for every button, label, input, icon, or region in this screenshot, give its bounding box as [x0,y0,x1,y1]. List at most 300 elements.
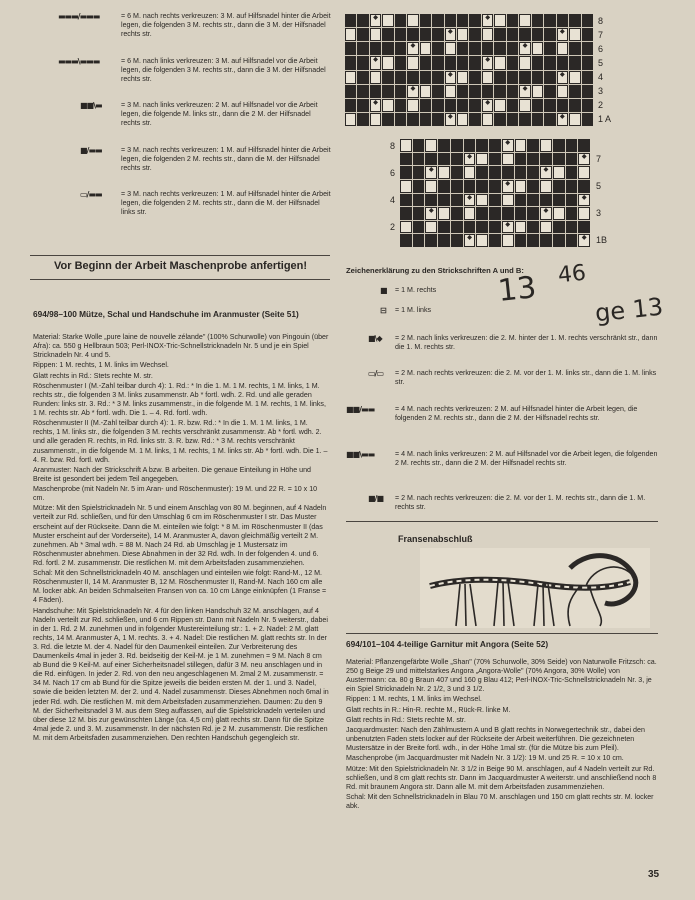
chart-cell [395,113,406,126]
chart-cell [582,56,593,69]
chart-cell [438,166,450,179]
note-6-right: = 6 M. nach rechts verkreuzen: 3 M. auf Hilfsnadel hinter die Arbeit legen, die folgenden 3 M. rechts str., dann die 3 M. der Hilfsnadel rechts str. [121,12,331,39]
chart-cell: ◆ [578,234,590,247]
chart-cell [464,180,476,193]
chart-cell: ◆ [445,113,456,126]
chart-cell [451,207,463,220]
row-number: 6 [598,44,604,54]
legend-symbol-2-right-purl: ▭/▭ [368,369,384,378]
row-number: 5 [596,181,602,191]
chart-cell: ◆ [557,71,568,84]
chart-cell [519,14,530,27]
chart-cell [544,42,555,55]
chart-cell [464,139,476,152]
fringe-title: Fransenabschluß [398,534,473,544]
chart-cell [578,207,590,220]
chart-cell [345,14,356,27]
chart-cell [515,153,527,166]
article-paragraph: Maschenprobe (mit Nadeln Nr. 5 im Aran- und Röschenmuster): 19 M. und 22 R. = 10 x 10 cm. [33,485,318,503]
chart-cell [557,85,568,98]
chart-cell [345,85,356,98]
article-paragraph: Schal: Mit den Schnellstricknadeln 40 M. anschlagen und einteilen wie folgt: Rand-M., 12 M. Röschenmuster II, 14 M. Aranmuster B, 12 M. Röschenmuster II, Rand-M. Nach 160 cm alle M. locker abk. An beiden Schmalseiten Fransen von ca. 10 cm Länge einknüpfen (1 Franse = 4 Fäden). [33,569,327,605]
chart-cell [569,99,580,112]
chart-cell [432,28,443,41]
row-number: 1B [596,235,608,245]
row-number: 8 [390,141,396,151]
note-3-left: = 3 M. nach links verkreuzen: 2 M. auf Hilfsnadel vor die Arbeit legen, die folgende M. links str., dann die 2 M. der Hilfsnadel rechts str. [121,101,318,128]
chart-cell [370,85,381,98]
chart-cell [413,153,425,166]
chart-cell: ◆ [502,139,514,152]
chart-cell [420,28,431,41]
chart-cell [553,166,565,179]
article-paragraph: Maschenprobe (im Jacquardmuster mit Nadeln Nr. 3 1/2): 19 M. und 25 R. = 10 x 10 cm. [346,754,624,763]
chart-cell: ◆ [445,71,456,84]
chart-cell [457,56,468,69]
chart-cell [515,166,527,179]
left-article-body [33,333,329,744]
chart-cell [553,234,565,247]
chart-cell: ◆ [407,42,418,55]
chart-cell [532,85,543,98]
chart-cell [395,14,406,27]
chart-cell [482,28,493,41]
row-number: 8 [598,16,604,26]
chart-cell [566,166,578,179]
chart-cell [482,85,493,98]
chart-cell [582,85,593,98]
chart-cell [494,85,505,98]
chart-cell [532,14,543,27]
chart-cell [544,71,555,84]
chart-cell [566,194,578,207]
chart-cell [395,71,406,84]
cable-symbol-3-right-a: ■/▬▬ [80,146,102,155]
chart-cell [469,28,480,41]
chart-cell [532,113,543,126]
chart-cell [557,42,568,55]
chart-cell [445,56,456,69]
chart-cell: ◆ [557,113,568,126]
row-number: 5 [598,58,604,68]
chart-cell [502,207,514,220]
chart-cell [382,14,393,27]
chart-cell [527,234,539,247]
chart-cell [407,113,418,126]
chart-cell [382,85,393,98]
chart-cell [438,139,450,152]
chart-cell [494,56,505,69]
chart-cell: ◆ [502,221,514,234]
article-paragraph: Glatt rechts in Rd.: Stets rechte M. str. [33,371,153,380]
chart-cell [527,194,539,207]
chart-cell [540,194,552,207]
row-number: 2 [598,100,604,110]
chart-cell [445,85,456,98]
chart-cell [469,99,480,112]
chart-cell [544,14,555,27]
chart-cell [494,99,505,112]
chart-cell [515,221,527,234]
chart-cell [569,42,580,55]
chart-cell [445,42,456,55]
chart-cell [469,71,480,84]
chart-cell [357,14,368,27]
chart-cell: ◆ [578,153,590,166]
knitting-chart-a [345,14,593,126]
row-number: 7 [596,154,602,164]
chart-cell [553,180,565,193]
chart-cell [400,194,412,207]
chart-cell [438,207,450,220]
cable-symbol-3-right-b: ▭/▬▬ [80,190,102,199]
chart-cell [557,14,568,27]
chart-cell [507,28,518,41]
legend-symbol-4-right: ■■/▬▬ [346,405,375,414]
chart-cell [438,194,450,207]
chart-cell [582,42,593,55]
chart-cell [582,28,593,41]
article-paragraph: Rippen: 1 M. rechts, 1 M. links im Wechsel. [346,695,482,704]
chart-cell [432,42,443,55]
chart-cell [370,42,381,55]
cable-symbol-6-left: ▬▬▬\▬▬▬ [58,57,100,66]
banner-rule-bottom [30,279,330,280]
chart-cell [345,113,356,126]
chart-cell [553,194,565,207]
chart-cell [345,42,356,55]
chart-cell: ◆ [407,85,418,98]
chart-cell [519,113,530,126]
chart-cell [532,71,543,84]
chart-cell [395,99,406,112]
chart-cell [489,207,501,220]
chart-cell [413,234,425,247]
chart-cell [482,113,493,126]
chart-cell [407,56,418,69]
chart-cell [507,85,518,98]
chart-cell [489,234,501,247]
chart-cell [425,234,437,247]
chart-cell [507,71,518,84]
chart-cell [451,139,463,152]
chart-cell [540,234,552,247]
knitting-chart-b [400,139,590,247]
article-paragraph: Röschenmuster I (M.-Zahl teilbar durch 4): 1. Rd.: * In die 1. M. 1 M. rechts, 1 M. links, 1 M. rechts str., die folgenden 3 M. links zusammenstr. Ab * fortl. wdh. 2. Rd. und alle geraden Runden: links str. 3. Rd.: * 3 M. links zusammenstr., in die folgende M. 1 M. rechts, 1 M. links, 1 M. rechts str. Ab * fortl. wdh. Die 1. – 4. Rd. fortl. wdh. [33,381,326,418]
chart-cell [515,139,527,152]
chart-cell [527,166,539,179]
legend-item-knit: = 1 M. rechts [395,286,437,294]
chart-cell [400,221,412,234]
chart-cell [578,139,590,152]
chart-cell [544,28,555,41]
chart-cell: ◆ [370,56,381,69]
chart-cell [464,166,476,179]
chart-cell: ◆ [445,28,456,41]
chart-cell [476,207,488,220]
fringe-rule [346,521,658,522]
chart-cell [578,180,590,193]
chart-cell [494,113,505,126]
chart-cell [420,99,431,112]
chart-cell [438,221,450,234]
right-article-rule [346,633,658,634]
article-paragraph: Glatt rechts in Rd.: Stets rechte M. str. [346,715,466,724]
chart-cell [357,56,368,69]
chart-cell [494,71,505,84]
chart-cell: ◆ [519,85,530,98]
banner-heading: Vor Beginn der Arbeit Maschenprobe anfertigen! [54,260,308,272]
chart-cell [489,194,501,207]
chart-cell [445,99,456,112]
legend-symbol-4-left: ■■\▬▬ [346,450,375,459]
chart-cell [578,166,590,179]
chart-cell [438,180,450,193]
chart-cell [527,207,539,220]
chart-cell [476,139,488,152]
chart-cell [519,56,530,69]
chart-cell [502,153,514,166]
chart-cell [566,234,578,247]
chart-cell [457,28,468,41]
chart-cell: ◆ [482,56,493,69]
chart-cell [413,166,425,179]
chart-cell [432,85,443,98]
chart-cell [451,180,463,193]
cable-symbol-6-right: ▬▬▬/▬▬▬ [58,12,100,21]
chart-cell [476,221,488,234]
chart-cell [357,71,368,84]
chart-cell [527,153,539,166]
chart-cell [407,99,418,112]
chart-cell [515,207,527,220]
chart-cell [476,153,488,166]
article-paragraph: Mütze: Mit den Spielstricknadeln Nr. 5 und einem Anschlag von 80 M. beginnen, auf 4 Nadeln verteilt zur Rd. schließen, und für den Umschlag 6 cm im Röschenmuster I str. Das Muster erscheint auf der Rückseite. Dann die M. einteilen wie folgt: * 8 M. im Röschenmuster II (das Muster erscheint auf der Vorderseite), 14 M. Aranmuster A, davon gleichmäßig verteilt 2 M. zunehmen. Ab * 3mal wdh. = 88 M. Nach 24 Rd. ab Umschlag je 1 Mustersatz im Röschenmuster abnehmen. Diese Abnahmen in der 32 Rd. wdh. In der folgenden 4. und 6. Rd. fortl. 2 M. zusammenstr. Die restlichen M. mit dem Arbeitsfaden zusammenziehen. [33,504,327,567]
chart-cell [469,42,480,55]
row-number: 1 A [598,114,612,124]
chart-cell [382,71,393,84]
article-paragraph: Material: Starke Wolle „pure laine de nouvelle zélande" (100% Schurwolle) von Pingouin (über Afra): ca. 550 g Hellbraun 503; Perl-INOX-Tric-Schnellstricknadeln Nr. 5 und je ein Spiel Stricknadeln Nr. 4 und 5. [33,333,329,360]
article-paragraph: Material: Pflanzengefärbte Wolle „Shan" (70% Schurwolle, 30% Seide) von Naturwolle Fritzsch: ca. 250 g Beige 29 und mittelstarkes Angora „Angora-Wolle" (70% Angora, 30% Wolle) von Austermann: ca. 80 g Braun 407 und 160 g Blau 412; Perl-INOX-Tric-Schnellstricknadeln Nr. 3, je ein Spiel Stricknadeln Nr. 2 1/2, 3 und 3 1/2. [346,658,657,694]
chart-cell [557,99,568,112]
handwritten-note-13: 13 [496,270,538,309]
chart-cell [540,221,552,234]
chart-cell [420,42,431,55]
chart-cell [345,28,356,41]
chart-cell: ◆ [370,99,381,112]
chart-cell [507,56,518,69]
chart-cell [582,99,593,112]
chart-cell [464,221,476,234]
chart-cell [425,194,437,207]
chart-cell [469,85,480,98]
banner-rule-top [30,255,330,256]
chart-cell: ◆ [425,207,437,220]
chart-cell [540,139,552,152]
chart-cell [582,71,593,84]
chart-cell [540,153,552,166]
chart-cell [519,71,530,84]
chart-cell [357,85,368,98]
legend-item-2-left: = 2 M. nach links verkreuzen: die 2. M. hinter der 1. M. rechts verschränkt str., dann die 1. M. rechts str. [395,334,658,352]
chart-cell [502,166,514,179]
chart-cell [357,113,368,126]
chart-cell [476,166,488,179]
article-paragraph: Handschuhe: Mit Spielstricknadeln Nr. 4 für den linken Handschuh 32 M. anschlagen, auf 4 Nadeln verteilt zur Rd. schließen, und 6 cm Rippen str. Dann mit Nadeln Nr. 5 weiterstr., dabei in der 1. Rd. 2 M. zunehmen und in folgender Mustereinteilung str.: 1. + 2. Nadel: 2 M. glatt rechts, 14 M. Aranmuster A, 1 M. rechts. 3. + 4. Nadel: Die restlichen M. glatt rechts str. In der 3. Rd. die letzte M. der 4. Nadel für den Daumenkeil einteilen. Zur Verbreiterung des Daumenkeils 4mal in jeder 3. Rd. beidseitig der Keil-M. je 1 M. zunehmen = 9 M. Nach 8 cm ab Bund die 9 Keil-M. auf einer Sicherheitsnadel stillegen, dafür 3 M. neu anschlagen und in die Rd. einfügen. In jeder 2. Rd. von den neu angeschlagenen M. 2mal 2 M. zusammenstr. = 34 M. Nach 17 cm ab Bund für die Spitze jeweils die beiden ersten M. der 1. und 3. Nadel, sowie die beiden letzten M. der 2. und 4. Nadel zusammenstr. Dieses Abnehmen noch 6mal in jeder Rd. wdh. Die restlichen M. mit dem Arbeitsfaden zusammenziehen. Daumen: Zu den 9 M. der Sicherheitsnadel 3 M. aus dem Steg auffassen, auf die Spielstricknadeln verteilen und über diese 12 M. bis zur gewünschten Länge (ca. 4,5 cm) glatt rechts str. Dann für die Spitze 4mal jede 2. und 3. M. zusammenstr. In der nächsten Rd. je 2 M. zusammenstr. Die restlichen M. mit dem Arbeitsfaden zusammenziehen. Den rechten Handschuh gegengleich str. [33,606,329,742]
chart-cell: ◆ [482,99,493,112]
chart-cell [566,153,578,166]
chart-cell [515,180,527,193]
chart-cell [395,85,406,98]
chart-cell [451,234,463,247]
chart-cell [569,113,580,126]
chart-cell [489,166,501,179]
note-6-left: = 6 M. nach links verkreuzen: 3 M. auf Hilfsnadel vor die Arbeit legen, die folgenden 3 M. rechts str., dann die 3 M. der Hilfsnadel rechts str. [121,57,326,84]
chart-cell: ◆ [425,166,437,179]
chart-cell [469,113,480,126]
chart-cell [494,14,505,27]
chart-cell [413,194,425,207]
chart-cell: ◆ [464,194,476,207]
chart-cell [553,221,565,234]
chart-cell [566,139,578,152]
chart-cell: ◆ [502,180,514,193]
chart-cell [357,42,368,55]
note-3-right-a: = 3 M. nach rechts verkreuzen: 1 M. auf Hilfsnadel hinter die Arbeit legen, die folgenden 2 M. rechts str., dann die M. der Hilfsnadel rechts str. [121,146,331,173]
chart-cell [469,14,480,27]
chart-cell: ◆ [464,153,476,166]
chart-cell [451,194,463,207]
chart-cell [420,56,431,69]
chart-cell [382,42,393,55]
chart-cell [413,139,425,152]
chart-cell [413,221,425,234]
legend-item-2-right-purl: = 2 M. nach rechts verkreuzen: die 2. M. vor der 1. M. links str., dann die 1. M. links str. [395,369,657,387]
chart-cell [476,194,488,207]
chart-cell: ◆ [557,28,568,41]
chart-cell [432,113,443,126]
chart-cell [407,28,418,41]
chart-cell [432,99,443,112]
legend-symbol-2-left: ■\◆ [368,334,382,343]
chart-cell [494,42,505,55]
chart-cell [476,234,488,247]
chart-cell [457,71,468,84]
chart-cell [438,153,450,166]
chart-cell [357,28,368,41]
article-paragraph: Aranmuster: Nach der Strickschrift A bzw. B arbeiten. Die genaue Einteilung in Höhe und Breite ist gesondert bei jedem Teil angegeben. [33,465,311,483]
chart-cell [489,180,501,193]
chart-cell [544,99,555,112]
chart-cell [451,153,463,166]
row-number: 3 [596,208,602,218]
chart-cell: ◆ [370,14,381,27]
chart-cell [482,42,493,55]
legend-symbol-purl: ⊟ [380,306,386,315]
chart-cell [407,14,418,27]
chart-cell [532,99,543,112]
chart-cell: ◆ [578,194,590,207]
chart-cell [489,221,501,234]
chart-cell [400,166,412,179]
chart-cell [515,194,527,207]
chart-cell [494,28,505,41]
chart-cell [557,56,568,69]
chart-cell [544,113,555,126]
chart-cell [566,207,578,220]
chart-cell [502,234,514,247]
chart-cell [420,71,431,84]
chart-cell [569,71,580,84]
legend-item-purl: = 1 M. links [395,306,432,314]
chart-cell [413,207,425,220]
chart-cell [569,28,580,41]
chart-cell [515,234,527,247]
legend-symbol-knit: ■ [380,286,387,295]
chart-cell [457,113,468,126]
chart-cell [519,99,530,112]
chart-cell [553,139,565,152]
chart-cell [370,113,381,126]
chart-cell [469,56,480,69]
chart-cell [395,28,406,41]
chart-cell [464,207,476,220]
fringe-illustration [420,548,650,628]
row-number: 3 [598,86,604,96]
chart-cell [532,28,543,41]
chart-cell [457,85,468,98]
legend-item-4-right: = 4 M. nach rechts verkreuzen: 2 M. auf Hilfsnadel hinter die Arbeit legen, die folgenden 2 M. rechts str., dann die 2 M. der Hilfsnadel rechts str. [395,405,638,423]
chart-cell: ◆ [482,14,493,27]
chart-cell [382,99,393,112]
chart-cell [451,166,463,179]
chart-cell [532,56,543,69]
chart-cell [457,14,468,27]
chart-cell [413,180,425,193]
article-paragraph: Röschenmuster II (M.-Zahl teilbar durch 4): 1. R. bzw. Rd.: * In die 1. M. 1 M. links, 1 M. rechts, 1 M. links str., die folgenden 3 M. rechts verschränkt zusammenstr. Ab * fortl. wdh. 2. und alle geraden R. rechts, in Rd. links str. 3. R. bzw. Rd.: * 3 M. rechts verschränkt zusammenstr., in die folgende M. 1 M. links, 1 M. rechts, 1 M. links str. Ab * fortl. wdh. Die 1. – 4. R. bzw. Rd. fortl. wdh. [33,419,328,464]
chart-cell [425,139,437,152]
chart-cell [395,42,406,55]
chart-cell [569,14,580,27]
chart-cell [457,42,468,55]
chart-cell [507,14,518,27]
page-number: 35 [648,869,660,880]
chart-cell [432,56,443,69]
chart-cell [382,56,393,69]
chart-cell [553,207,565,220]
chart-cell [400,153,412,166]
chart-cell [527,221,539,234]
chart-cell [420,14,431,27]
chart-cell [400,180,412,193]
note-3-right-b: = 3 M. nach rechts verkreuzen: 1 M. auf Hilfsnadel hinter die Arbeit legen, die folgenden 2 M. rechts str., dann die M. der Hilfsnadel links str. [121,190,331,217]
article-paragraph: Schal: Mit den Schnellstricknadeln in Blau 70 M. anschlagen und 150 cm glatt rechts str. M. locker abk. [346,792,654,811]
article-paragraph: Jacquardmuster: Nach den Zählmustern A und B glatt rechts in Norwegertechnik str., dabei den unbenutzten Faden stets locker auf der Rückseite der Arbeit weiterführen. Die gezeichneten Mustersätze in der Breite fortl. wdh., in der Höhe 1mal str. (für die Mütze bis zum Pfeil). [346,726,645,753]
chart-cell [345,99,356,112]
article-paragraph: Mütze: Mit den Spielstricknadeln Nr. 3 1/2 in Beige 90 M. anschlagen, auf 4 Nadeln verteilt zur Rd. schließen, und 8 cm glatt rechts str. Dann im Jacquardmuster A weiterstr. und anschließend noch 8 Rd. mit braunem Angora str. Dann alle M. mit dem Arbeitsfaden zusammenziehen. [346,764,657,791]
chart-cell [425,153,437,166]
chart-cell [400,234,412,247]
chart-cell [519,28,530,41]
legend-item-4-left: = 4 M. nach links verkreuzen: 2 M. auf Hilfsnadel vor die Arbeit legen, die folgenden 2 M. rechts str., dann die 2 M. der Hilfsnadel rechts str. [395,450,658,468]
chart-cell: ◆ [519,42,530,55]
chart-cell [438,234,450,247]
chart-cell [553,153,565,166]
chart-cell [489,153,501,166]
row-number: 4 [390,195,396,205]
chart-cell [502,194,514,207]
chart-cell [532,42,543,55]
